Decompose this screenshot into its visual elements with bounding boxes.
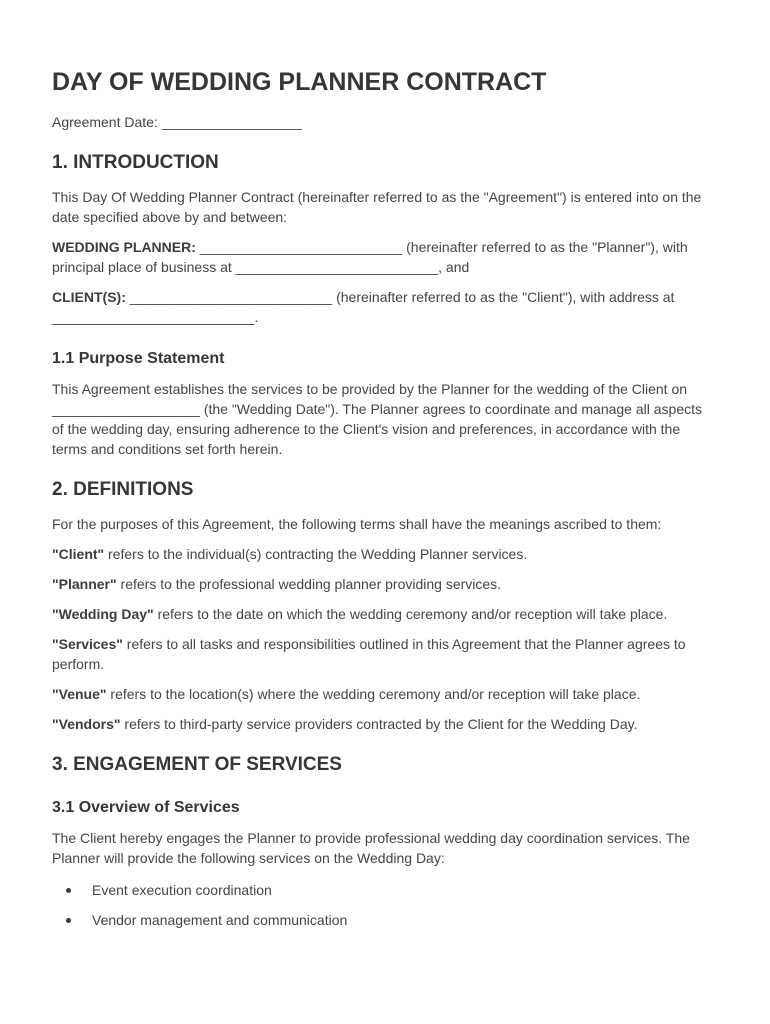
client-label: CLIENT(S):: [52, 288, 130, 305]
wedding-planner-middle-text: (hereinafter referred to as the "Planner"), with principal place of business at: [52, 238, 688, 275]
client-name-blank: __________________________: [129, 288, 333, 305]
purpose-text-before: This Agreement establishes the services to be provided by the Planner for the wedding of the Client on: [52, 380, 688, 397]
client-middle-text: (hereinafter referred to as the "Client"), with address at: [332, 288, 675, 305]
client-paragraph: [52, 287, 704, 327]
agreement-date-blank: __________________: [161, 114, 302, 130]
definition-wedding-day: [52, 604, 704, 624]
wedding-date-blank: ___________________: [52, 400, 200, 417]
definition-text: refers to the location(s) where the wedding ceremony and/or reception will take place.: [106, 685, 641, 702]
definition-term: "Services": [52, 635, 123, 652]
definition-text: refers to all tasks and responsibilities outlined in this Agreement that the Planner agrees to perform.: [52, 635, 686, 672]
definition-venue: [52, 684, 704, 704]
definition-planner: [52, 574, 704, 594]
bullet-icon: [66, 918, 71, 923]
overview-paragraph: The Client hereby engages the Planner to provide professional wedding day coordination services. The Planner will provide the following services on the Wedding Day:: [52, 830, 690, 867]
planner-name-blank: __________________________: [199, 238, 403, 255]
list-item: [64, 880, 704, 900]
definition-term: "Venue": [52, 685, 107, 702]
definition-client: [52, 544, 704, 564]
section-definitions: [52, 479, 704, 734]
document-title: DAY OF WEDDING PLANNER CONTRACT: [52, 68, 547, 96]
list-item: [64, 910, 704, 930]
definitions-intro-paragraph: For the purposes of this Agreement, the following terms shall have the meanings ascribed to them:: [52, 515, 662, 532]
engagement-heading: 3. ENGAGEMENT OF SERVICES: [52, 753, 342, 775]
introduction-heading: 1. INTRODUCTION: [52, 152, 219, 173]
overview-of-services-heading: 3.1 Overview of Services: [52, 799, 240, 817]
definition-term: "Wedding Day": [52, 605, 154, 622]
bullet-icon: [66, 888, 71, 893]
definition-term: "Client": [52, 545, 105, 562]
definition-text: refers to the professional wedding planner providing services.: [116, 575, 502, 592]
definition-text: refers to third-party service providers contracted by the Client for the Wedding Day.: [120, 715, 638, 732]
client-ending-text: .: [254, 308, 259, 325]
list-item-label: Event execution coordination: [92, 882, 272, 899]
section-engagement-of-services: [52, 754, 704, 931]
purpose-statement-paragraph: [52, 379, 704, 459]
section-introduction: [52, 152, 704, 459]
definition-services: [52, 634, 704, 674]
definition-vendors: [52, 714, 704, 734]
wedding-planner-paragraph: [52, 237, 704, 277]
agreement-date-label: Agreement Date:: [52, 114, 162, 130]
definition-text: refers to the date on which the wedding ceremony and/or reception will take place.: [153, 605, 668, 622]
wedding-planner-label: WEDDING PLANNER:: [52, 238, 200, 255]
definition-term: "Vendors": [52, 715, 121, 732]
list-item-label: Vendor management and communication: [92, 912, 348, 929]
definition-text: refers to the individual(s) contracting the Wedding Planner services.: [104, 545, 528, 562]
purpose-text-after: (the "Wedding Date"). The Planner agrees to coordinate and manage all aspects of the wedding day, ensuring adherence to the Client's vision and preferences, in accordance with the terms and conditions set forth herein.: [52, 400, 702, 457]
services-list: [52, 880, 704, 930]
definition-term: "Planner": [52, 575, 117, 592]
introduction-opening-paragraph: This Day Of Wedding Planner Contract (hereinafter referred to as the "Agreement") is entered into on the date specified above by and between:: [52, 188, 702, 225]
wedding-planner-ending-text: , and: [438, 258, 470, 275]
client-address-blank: __________________________: [52, 308, 255, 325]
planner-address-blank: __________________________: [235, 258, 439, 275]
purpose-statement-heading: 1.1 Purpose Statement: [52, 349, 225, 367]
definitions-heading: 2. DEFINITIONS: [52, 478, 194, 500]
agreement-date-line: [52, 112, 704, 132]
